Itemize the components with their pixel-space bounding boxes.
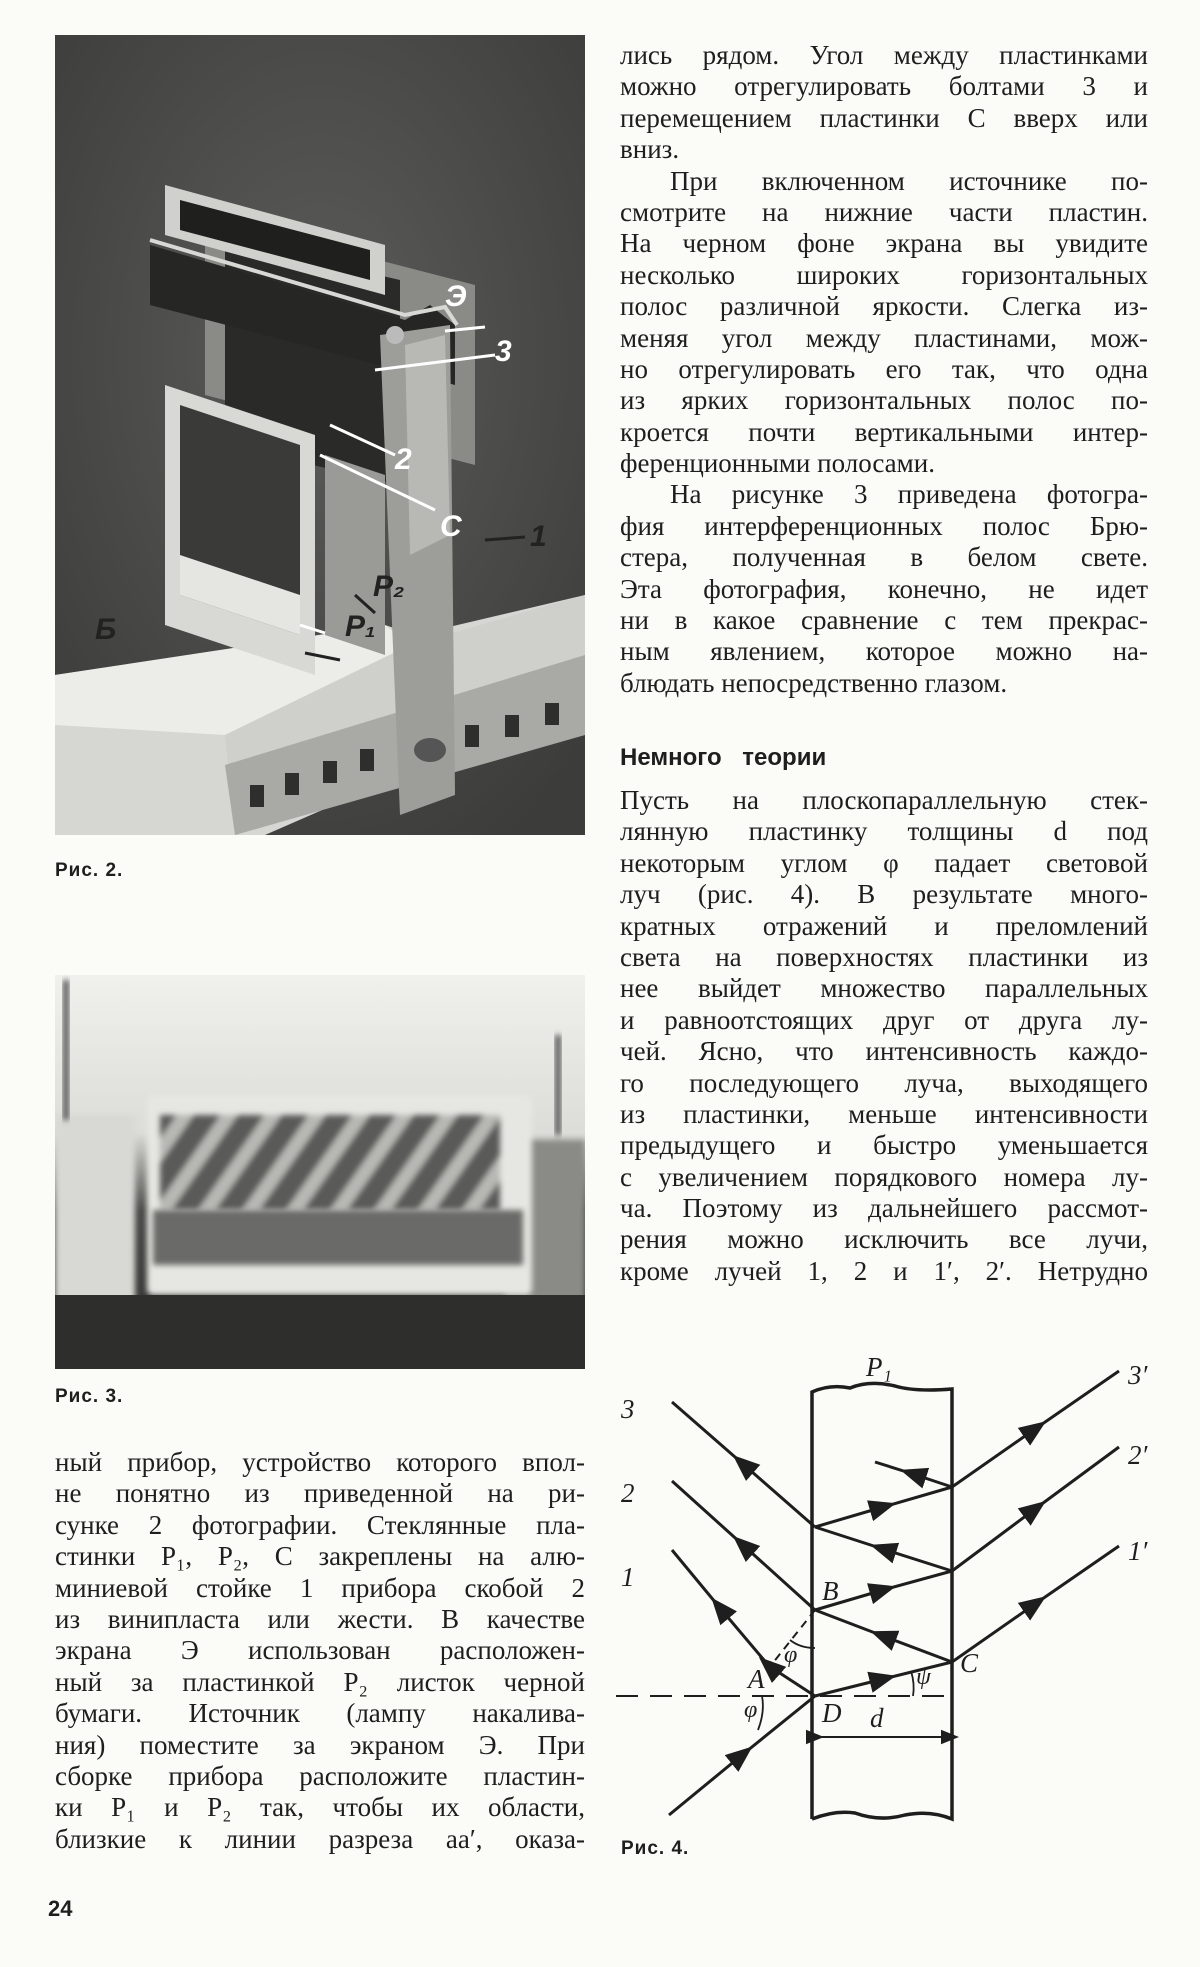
text-line: ча. Поэтому из дальнейшего рассмот- [620, 1193, 1148, 1224]
fig4-label-ray2prime: 2′ [1128, 1440, 1148, 1470]
text-line: экрана Э использован расположен- [55, 1635, 585, 1666]
ray-1-reflected [672, 1550, 815, 1696]
figure-4-caption: Рис. 4. [621, 1838, 690, 1859]
fig4-label-d: D [822, 1698, 842, 1728]
fig4-label-c: C [960, 1648, 979, 1678]
text-line: ни в какое сравнение с тем прекрас- [620, 605, 1148, 636]
text-line: перемещением пластинки C вверх или [620, 102, 1148, 133]
text-line: го последующего луча, выходящего [620, 1067, 1148, 1098]
text-line: кратных отражений и преломлений [620, 910, 1148, 941]
text-line: нее выйдет множество параллельных [620, 973, 1148, 1004]
text-line: смотрите на нижние части пластин. [620, 196, 1148, 227]
text-line: фия интерференционных полос Брю- [620, 510, 1148, 541]
ray-3prime [952, 1371, 1119, 1487]
text-line: вниз. [620, 134, 680, 165]
fig4-label-plate: P₁ [866, 1352, 892, 1382]
text-line: предыдущего и быстро уменьшается [620, 1130, 1148, 1161]
fig4-label-psi: ψ [916, 1664, 931, 1690]
fig2-label-stand: 1 [530, 520, 547, 553]
fig2-label-screen: Э [445, 280, 467, 313]
text-line: лянную пластинку толщины d под [620, 816, 1148, 847]
text-line: стинки P₁, P₂, C закреплены на алю- [55, 1541, 585, 1572]
text-line: света на поверхностях пластинки из [620, 941, 1148, 972]
fig4-label-ray1prime: 1′ [1128, 1536, 1148, 1566]
text-line: Эта фотография, конечно, не идет [620, 573, 1148, 604]
internal-cb [815, 1610, 952, 1662]
text-line: Пусть на плоскопараллельную стек- [620, 785, 1148, 815]
text-line: полос различной яркости. Слегка из- [620, 291, 1148, 322]
fig4-label-ray3prime: 3′ [1128, 1360, 1148, 1390]
text-line: сборке прибора расположите пластин- [55, 1760, 585, 1791]
section-heading: Немного теории [620, 744, 827, 771]
text-line: лись рядом. Угол между пластинками [620, 40, 1148, 70]
fig4-label-thickness: d [870, 1703, 884, 1733]
figure-2-caption: Рис. 2. [55, 860, 124, 881]
text-line: несколько широких горизонтальных [620, 259, 1148, 290]
fig2-label-bolt: 3 [495, 335, 512, 368]
text-line: ки P₁ и P₂ так, чтобы их области, [55, 1792, 585, 1823]
ray-2prime [952, 1447, 1119, 1571]
fig2-label-plate-p1: P₁ [345, 610, 376, 643]
text-line: ным явлением, которое можно на- [620, 636, 1148, 667]
fig4-label-ray1: 1 [621, 1562, 635, 1592]
incident-ray [669, 1696, 815, 1815]
text-line: кроме лучей 1, 2 и 1′, 2′. Нетрудно [620, 1255, 1148, 1286]
internal-up-2 [815, 1487, 952, 1527]
text-line: не понятно из приведенной на ри- [55, 1478, 585, 1509]
point-a [764, 1661, 774, 1671]
text-line: При включенном источнике по- [670, 165, 1148, 196]
refracted-dc [815, 1662, 952, 1696]
internal-partial [875, 1462, 952, 1487]
text-line: ный прибор, устройство которого впол- [55, 1447, 585, 1477]
text-line: блюдать непосредственно глазом. [620, 667, 1008, 698]
text-line: На черном фоне экрана вы увидите [620, 228, 1148, 259]
text-line: сунке 2 фотографии. Стеклянные пла- [55, 1509, 585, 1540]
ray-1prime [952, 1546, 1119, 1662]
angle-phi-outer-arc [758, 1696, 763, 1730]
text-line: ный за пластинкой P₂ листок черной [55, 1666, 585, 1697]
fig2-label-bracket: 2 [395, 443, 412, 476]
text-line: бумаги. Источник (лампу накалива- [55, 1698, 585, 1729]
fig2-label-plate-c: C [440, 510, 462, 543]
text-line: миниевой стойке 1 прибора скобой 2 [55, 1572, 585, 1603]
text-line: из винипласта или жести. В качестве [55, 1603, 585, 1634]
ray-3-reflected [672, 1402, 815, 1527]
text-line: но отрегулировать его так, что одна [620, 353, 1148, 384]
text-line: с увеличением порядкового номера лу- [620, 1161, 1148, 1192]
text-line: меняя угол между пластинами, мож- [620, 322, 1148, 353]
internal-down [815, 1527, 952, 1571]
text-line: чей. Ясно, что интенсивность каждо- [620, 1036, 1148, 1067]
text-line: из пластинки, меньше интенсивности [620, 1098, 1148, 1129]
fig4-label-phi-inner: φ [784, 1642, 798, 1668]
text-line: можно отрегулировать болтами 3 и [620, 71, 1148, 102]
text-line: луч (рис. 4). В результате много- [620, 879, 1148, 910]
fig2-label-plate-p2: P₂ [373, 570, 405, 603]
fig2-label-base: Б [95, 613, 117, 646]
text-line: ференционными полосами. [620, 448, 935, 479]
fig4-label-a: A [748, 1664, 765, 1694]
text-line: На рисунке 3 приведена фотогра- [670, 479, 1148, 510]
text-line: некоторым углом φ падает световой [620, 847, 1148, 878]
text-line: рения можно исключить все лучи, [620, 1224, 1148, 1255]
fig4-label-phi-outer: φ [744, 1697, 758, 1723]
page-number: 24 [48, 1896, 73, 1921]
text-line: стера, полученная в белом свете. [620, 542, 1148, 573]
text-line: кроется почти вертикальными интер- [620, 416, 1148, 447]
fig4-label-ray3: 3 [621, 1394, 635, 1424]
fig4-label-b: B [822, 1576, 839, 1606]
text-line: близкие к линии разреза aa′, оказа- [55, 1823, 585, 1854]
text-line: из ярких горизонтальных полос по- [620, 385, 1148, 416]
ray-2-reflected [672, 1481, 815, 1610]
text-line: и равноотстоящих друг от друга лу- [620, 1004, 1148, 1035]
text-line: ния) поместите за экраном Э. При [55, 1729, 585, 1760]
angle-psi-arc [911, 1671, 914, 1696]
fig4-label-ray2: 2 [621, 1478, 635, 1508]
figure-3-caption: Рис. 3. [55, 1386, 124, 1407]
